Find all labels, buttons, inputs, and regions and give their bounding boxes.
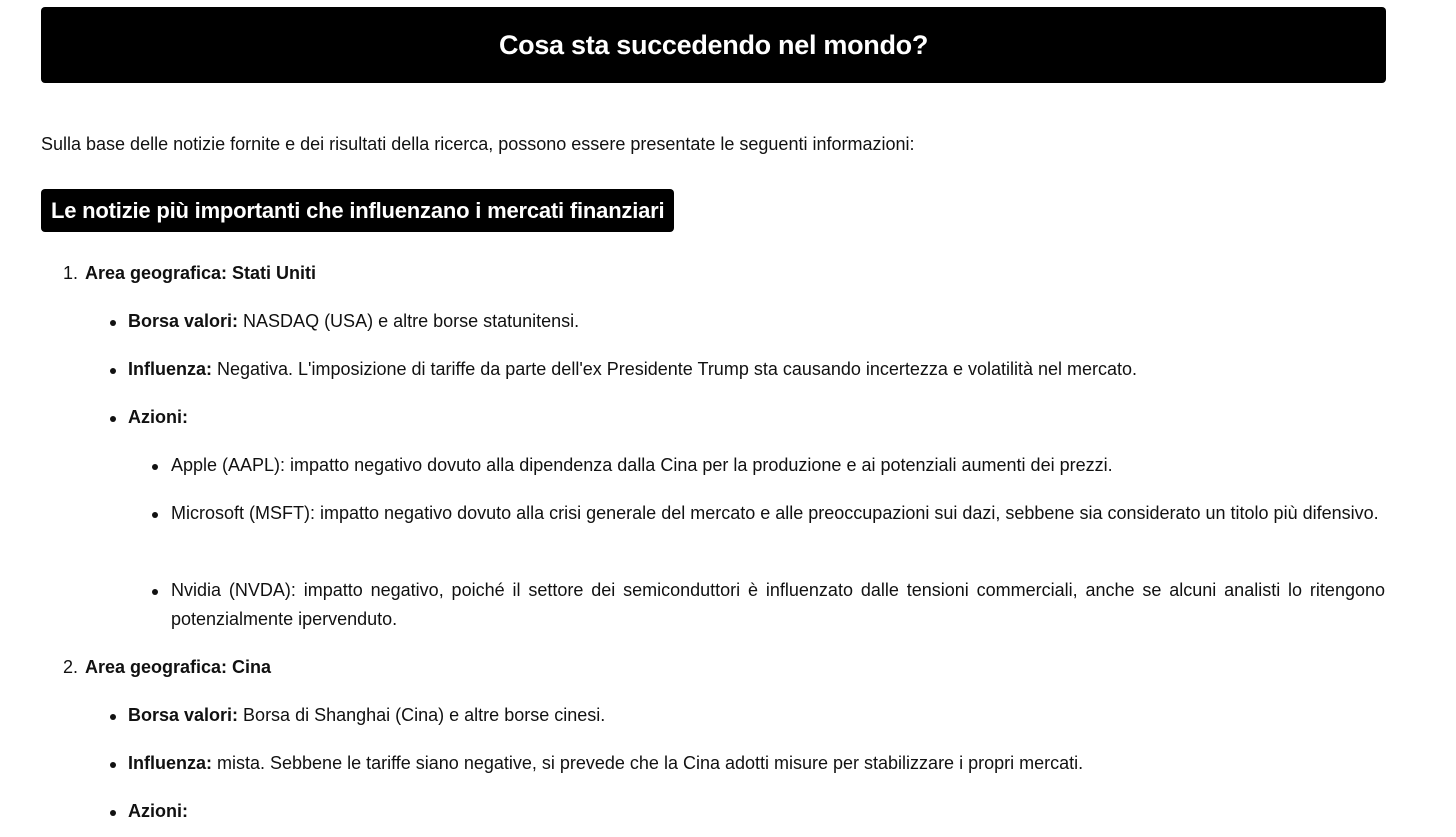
bullet-icon xyxy=(110,762,116,768)
stock-item-msft: Microsoft (MSFT): impatto negativo dovuto alla crisi generale del mercato e alle preoccupazioni sui dazi, sebbene sia considerato un titolo più difensivo. xyxy=(171,503,1379,523)
bullet-icon xyxy=(110,320,116,326)
azioni-label: Azioni: xyxy=(128,801,188,821)
borsa-label: Borsa valori: xyxy=(128,311,239,331)
area-title: Area geografica: Cina xyxy=(85,657,272,677)
area-number: 2. xyxy=(63,657,79,677)
title-banner xyxy=(41,7,1386,83)
influenza-label: Influenza: xyxy=(128,753,212,773)
borsa-value: Borsa di Shanghai (Cina) e altre borse cinesi. xyxy=(238,705,606,725)
bullet-icon xyxy=(110,714,116,720)
borsa-line xyxy=(128,307,579,336)
section-heading-banner xyxy=(41,189,674,232)
influenza-line xyxy=(128,749,1083,778)
stock-item-aapl: Apple (AAPL): impatto negativo dovuto alla dipendenza dalla Cina per la produzione e ai potenziali aumenti dei prezzi. xyxy=(171,455,1113,475)
stock-item-nvda: Nvidia (NVDA): impatto negativo, poiché il settore dei semiconduttori è influenzato dalle tensioni commerciali, anche se alcuni analisti lo ritengono potenzialmente ipervenduto. xyxy=(171,580,1385,629)
influenza-value: mista. Sebbene le tariffe siano negative, si prevede che la Cina adotti misure per stabilizzare i propri mercati. xyxy=(212,753,1084,773)
borsa-line xyxy=(128,701,605,730)
bullet-icon xyxy=(110,368,116,374)
influenza-label: Influenza: xyxy=(128,359,212,379)
intro-paragraph: Sulla base delle notizie fornite e dei risultati della ricerca, possono essere presentate le seguenti informazioni: xyxy=(41,134,915,154)
azioni-label: Azioni: xyxy=(128,407,188,427)
borsa-value: NASDAQ (USA) e altre borse statunitensi. xyxy=(238,311,580,331)
page-title: Cosa sta succedendo nel mondo? xyxy=(498,29,929,60)
bullet-icon xyxy=(110,416,116,422)
bullet-icon xyxy=(152,464,158,470)
bullet-icon xyxy=(152,589,158,595)
area-title: Area geografica: Stati Uniti xyxy=(85,263,317,283)
borsa-label: Borsa valori: xyxy=(128,705,239,725)
bullet-icon xyxy=(152,512,158,518)
area-number: 1. xyxy=(63,263,79,283)
influenza-value: Negativa. L'imposizione di tariffe da parte dell'ex Presidente Trump sta causando incertezza e volatilità nel mercato. xyxy=(212,359,1138,379)
bullet-icon xyxy=(110,810,116,816)
influenza-line xyxy=(128,355,1137,384)
section-heading: Le notizie più importanti che influenzano i mercati finanziari xyxy=(51,198,665,223)
